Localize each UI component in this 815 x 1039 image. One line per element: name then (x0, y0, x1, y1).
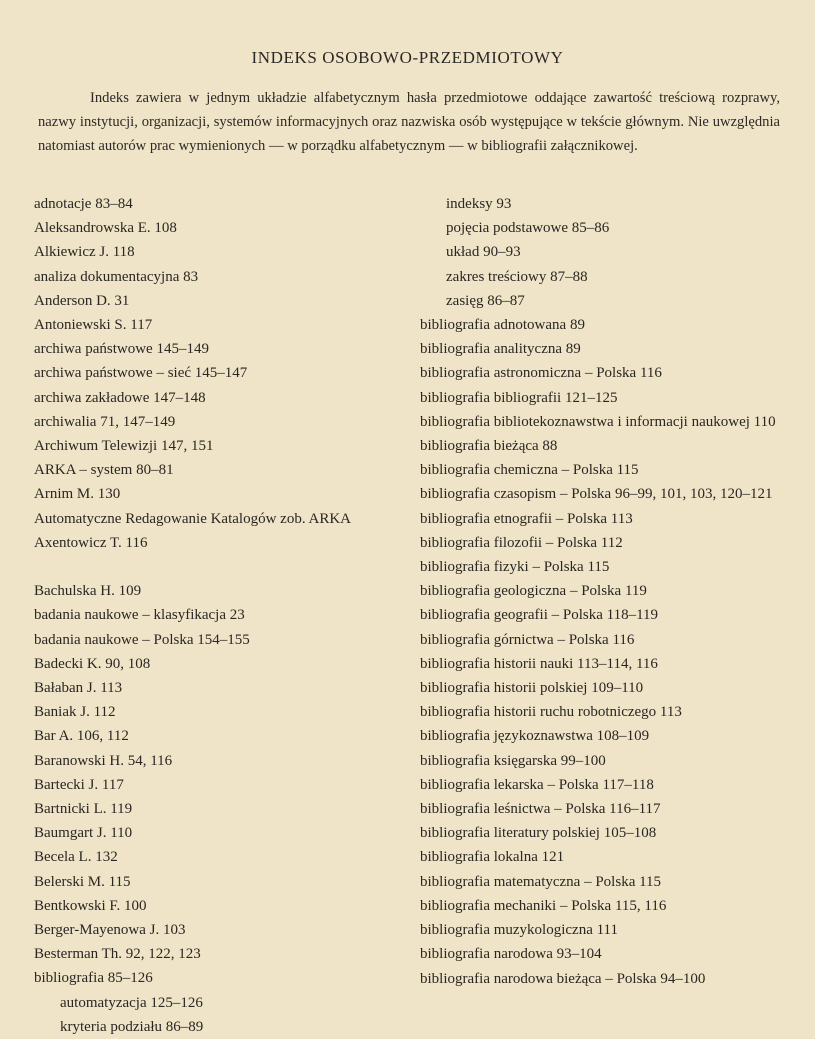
index-subentry: automatyzacja 125–126 (60, 994, 203, 1011)
index-entry: bibliografia fizyki – Polska 115 (420, 559, 610, 576)
index-entry: Bar A. 106, 112 (34, 728, 129, 745)
index-entry: bibliografia analityczna 89 (420, 341, 581, 358)
index-entry: Arnim M. 130 (34, 486, 121, 503)
index-entry: archiwa zakładowe 147–148 (34, 389, 206, 406)
index-entry: Bartecki J. 117 (34, 776, 124, 793)
index-entry: bibliografia bieżąca 88 (420, 438, 558, 455)
index-entry: Bałaban J. 113 (34, 680, 123, 697)
index-entry: bibliografia etnografii – Polska 113 (420, 510, 633, 527)
index-entry: Berger-Mayenowa J. 103 (34, 922, 186, 939)
index-entry: badania naukowe – klasyfikacja 23 (34, 607, 245, 624)
index-entry: Alkiewicz J. 118 (34, 244, 135, 261)
index-entry: bibliografia geografii – Polska 118–119 (420, 607, 659, 624)
index-entry: Aleksandrowska E. 108 (34, 220, 177, 237)
index-entry: bibliografia lekarska – Polska 117–118 (420, 776, 654, 793)
index-entry: Badecki K. 90, 108 (34, 655, 151, 672)
intro-paragraph: Indeks zawiera w jednym układzie alfabetycznym hasła przedmiotowe oddające zawartość treściową rozprawy, nazwy instytucji, organizacji, systemów informacyjnych oraz nazwiska osób występujące w tekście głównym. Nie uwzględnia natomiast autorów prac wymienionych — w porządku alfabetycznym — w bibliografii załącznikowej. (38, 90, 780, 154)
index-entry: analiza dokumentacyjna 83 (34, 268, 199, 285)
index-entry: bibliografia adnotowana 89 (420, 317, 585, 334)
index-entry: archiwa państwowe 145–149 (34, 341, 209, 358)
index-entry: Baranowski H. 54, 116 (34, 752, 173, 769)
index-entry: bibliografia geologiczna – Polska 119 (420, 583, 647, 600)
index-entry: bibliografia historii polskiej 109–110 (420, 680, 644, 697)
right-column (420, 192, 792, 991)
index-entry: Besterman Th. 92, 122, 123 (34, 946, 201, 963)
index-entry: Bachulska H. 109 (34, 583, 142, 600)
index-entry: Belerski M. 115 (34, 873, 131, 890)
page-title: INDEKS OSOBOWO-PRZEDMIOTOWY (251, 48, 564, 67)
index-subentry: zasięg 86–87 (446, 292, 525, 309)
index-entry: bibliografia chemiczna – Polska 115 (420, 462, 639, 479)
index-entry: bibliografia górnictwa – Polska 116 (420, 631, 635, 648)
index-entry: bibliografia leśnictwa – Polska 116–117 (420, 801, 661, 818)
index-entry: bibliografia 85–126 (34, 970, 153, 987)
index-entry: Archiwum Telewizji 147, 151 (34, 438, 214, 455)
index-entry: bibliografia muzykologiczna 111 (420, 922, 618, 939)
index-entry: archiwa państwowe – sieć 145–147 (34, 365, 248, 382)
index-entry: adnotacje 83–84 (34, 196, 133, 212)
index-entry: Bentkowski F. 100 (34, 897, 147, 914)
index-entry: Becela L. 132 (34, 849, 118, 866)
index-entry: bibliografia bibliotekoznawstwa i informacji naukowej 110 (420, 413, 776, 430)
letter-gap (34, 555, 406, 579)
index-entry: bibliografia czasopism – Polska 96–99, 101, 103, 120–121 (420, 486, 773, 503)
index-entry: Baniak J. 112 (34, 704, 116, 721)
index-subentry: indeksy 93 (446, 196, 512, 212)
index-entry: bibliografia historii nauki 113–114, 116 (420, 655, 658, 672)
index-subentry: kryteria podziału 86–89 (60, 1018, 204, 1035)
index-subentry: układ 90–93 (446, 244, 521, 261)
index-entry: Baumgart J. 110 (34, 825, 133, 842)
index-entry: bibliografia mechaniki – Polska 115, 116 (420, 897, 667, 914)
index-entry: bibliografia lokalna 121 (420, 849, 565, 866)
index-entry: bibliografia narodowa bieżąca – Polska 94–100 (420, 970, 706, 987)
index-entry: bibliografia narodowa 93–104 (420, 946, 602, 963)
index-entry: bibliografia bibliografii 121–125 (420, 389, 618, 406)
index-entry: bibliografia historii ruchu robotniczego 113 (420, 704, 682, 721)
index-entry: Bartnicki L. 119 (34, 801, 133, 818)
index-subentry: zakres treściowy 87–88 (446, 268, 588, 285)
index-subentry: pojęcia podstawowe 85–86 (446, 220, 610, 237)
index-entry: bibliografia językoznawstwa 108–109 (420, 728, 650, 745)
index-entry: bibliografia księgarska 99–100 (420, 752, 606, 769)
index-entry: ARKA – system 80–81 (34, 462, 174, 479)
index-entry: Automatyczne Redagowanie Katalogów zob. ARKA (34, 510, 351, 527)
index-entry: bibliografia filozofii – Polska 112 (420, 534, 623, 551)
index-entry: bibliografia astronomiczna – Polska 116 (420, 365, 662, 382)
index-entry: Axentowicz T. 116 (34, 534, 148, 551)
index-entry: bibliografia literatury polskiej 105–108 (420, 825, 657, 842)
index-entry: bibliografia matematyczna – Polska 115 (420, 873, 662, 890)
left-column (34, 192, 406, 1039)
index-entry: Anderson D. 31 (34, 292, 130, 309)
index-entry: badania naukowe – Polska 154–155 (34, 631, 250, 648)
index-entry: Antoniewski S. 117 (34, 317, 153, 334)
index-entry: archiwalia 71, 147–149 (34, 413, 176, 430)
